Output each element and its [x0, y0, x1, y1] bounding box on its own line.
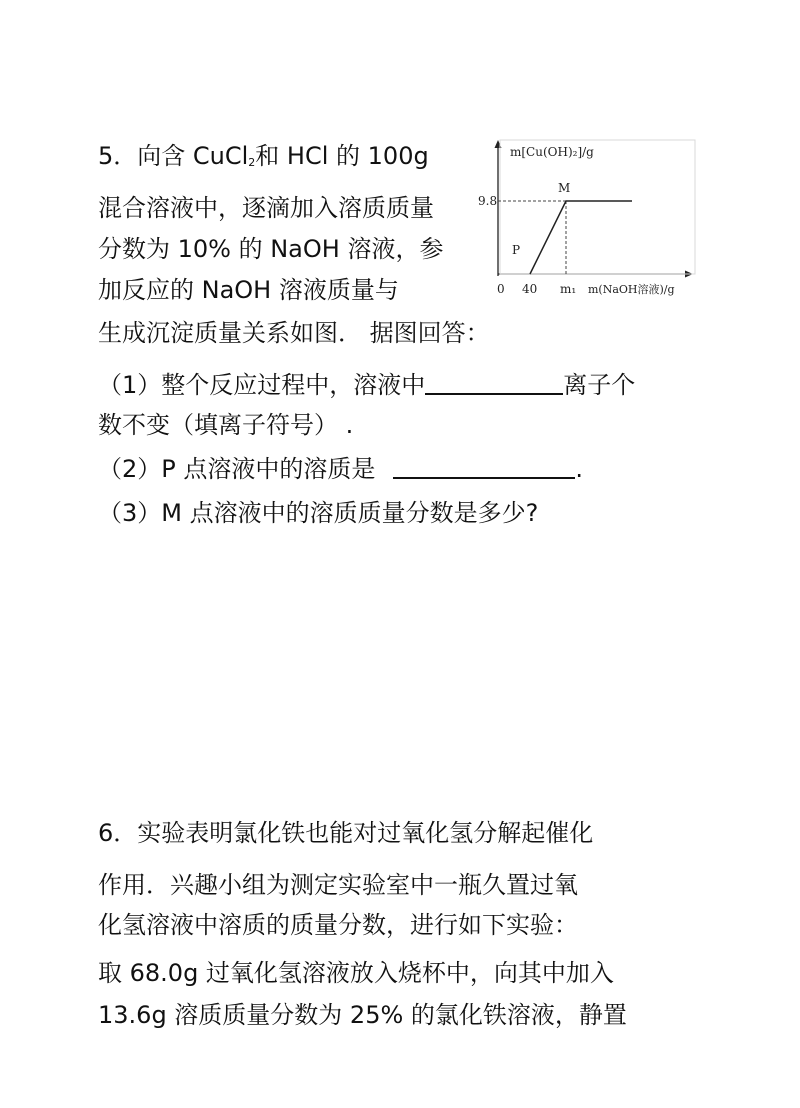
- x-tick-label-m1: m₁: [560, 282, 577, 296]
- q5-line-2: 混合溶液中，逐滴加入溶质质量: [98, 194, 434, 222]
- q5-sub2-answer-blank[interactable]: [393, 455, 575, 479]
- cu-oh2-mass-chart: [472, 138, 700, 300]
- q5-sub-question-2: [98, 454, 583, 484]
- q5-line-5: 生成沉淀质量关系如图． 据图回答：: [98, 319, 490, 347]
- q6-line-5: 13.6g 溶质质量分数为 25% 的氯化铁溶液，静置: [98, 1001, 627, 1029]
- q5-line-1-subscript: 2: [248, 156, 256, 169]
- point-label-m: M: [558, 181, 571, 195]
- q6-line-1: 6．实验表明氯化铁也能对过氧化氢分解起催化: [98, 819, 594, 847]
- y-axis-label: m[Cu(OH)₂]/g: [510, 145, 594, 159]
- chart-frame: [500, 140, 695, 274]
- q5-sub2-text: （2）P 点溶液中的溶质是: [98, 455, 376, 483]
- x-tick-label-40: 40: [522, 282, 538, 296]
- q6-line-3: 化氢溶液中溶质的质量分数，进行如下实验：: [98, 911, 578, 939]
- q6-line-4: 取 68.0g 过氧化氢溶液放入烧杯中，向其中加入: [98, 959, 614, 987]
- q5-sub2-period: .: [575, 455, 584, 483]
- q5-line-3: 分数为 10% 的 NaOH 溶液，参: [98, 235, 444, 263]
- y-tick-label: 9.8: [478, 194, 498, 208]
- q5-sub-question-1: [98, 370, 635, 400]
- q5-sub1-text: （1）整个反应过程中，溶液中: [98, 371, 426, 399]
- origin-label: 0: [497, 282, 505, 296]
- q5-sub1-answer-blank[interactable]: [425, 371, 563, 395]
- q5-line-1: [98, 141, 429, 178]
- x-axis-label: m(NaOH溶液)/g: [588, 283, 675, 296]
- point-label-p: P: [512, 243, 521, 257]
- q5-sub1-continuation: 数不变（填离子符号） .: [98, 411, 354, 439]
- q5-line-1-a: 5．向含 CuCl: [98, 142, 249, 170]
- q5-sub1-text-end: 离子个: [563, 371, 636, 399]
- q6-line-2: 作用．兴趣小组为测定实验室中一瓶久置过氧: [98, 871, 578, 899]
- q5-line-4: 加反应的 NaOH 溶液质量与: [98, 276, 399, 304]
- q5-sub-question-3: （3）M 点溶液中的溶质质量分数是多少?: [98, 499, 539, 527]
- series-line: [530, 201, 632, 274]
- q5-line-1-b: 和 HCl 的 100g: [255, 142, 429, 170]
